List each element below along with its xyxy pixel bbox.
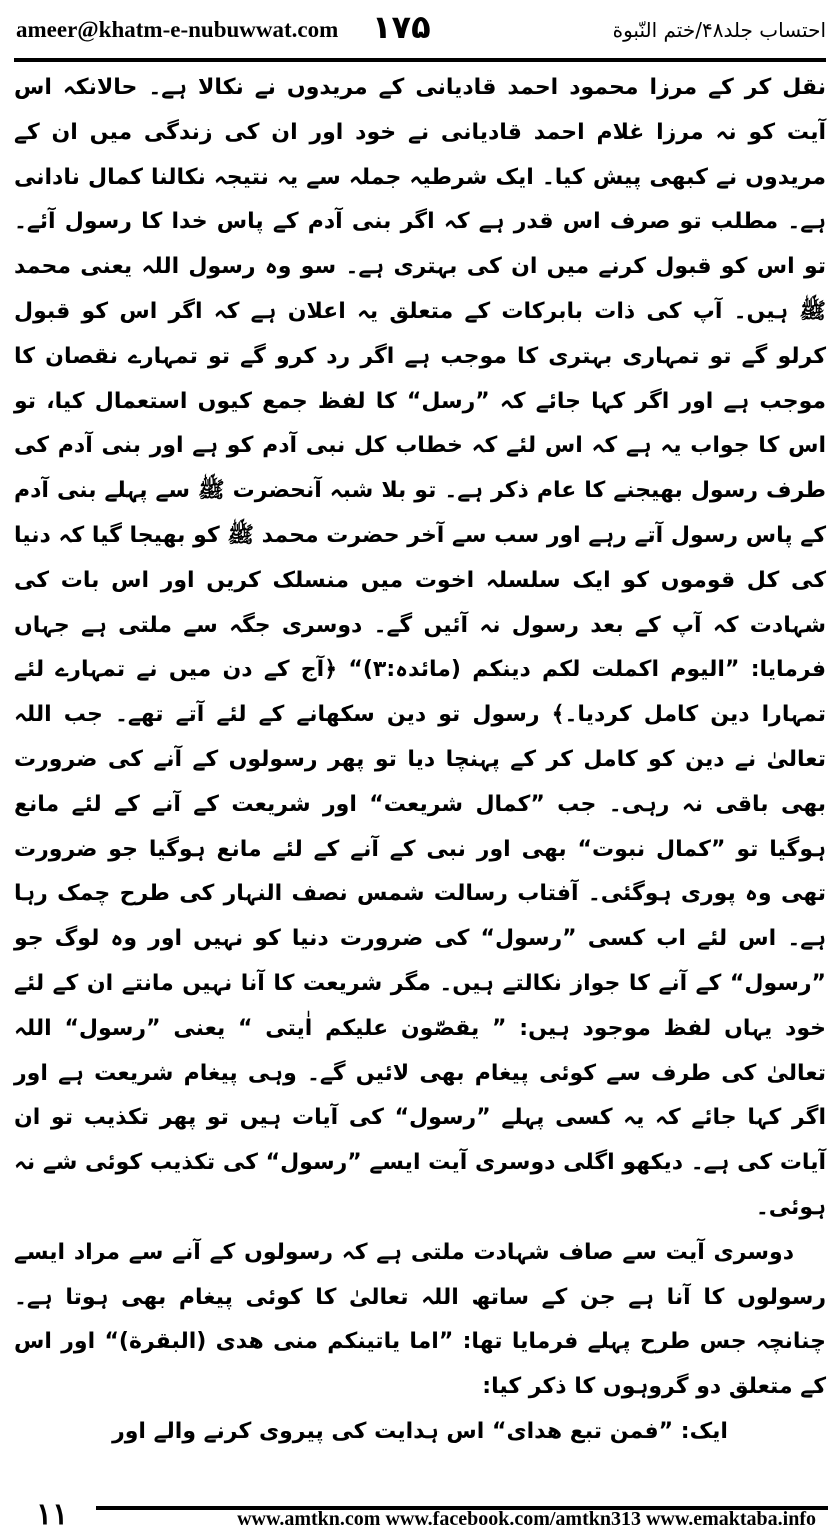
header-email[interactable]: ameer@khatm-e-nubuwwat.com [16,17,339,42]
header-book-title: احتساب جلد۴۸/ختم النّبوة [612,18,826,42]
header-page-number: ۱۷۵ [372,8,431,46]
paragraph-2: دوسری آیت سے صاف شہادت ملتی ہے کہ رسولوں کے آنے سے مراد ایسے رسولوں کا آنا ہے جن کے ساتھ اللہ تعالیٰ کا کوئی پیغام بھی ہوتا ہے۔ چنانچہ جس طرح پہلے فرمایا تھا: ”اما یاتینکم منی ھدی (البقرة)“ اور اس کے متعلق دو گروہوں کا ذکر کیا: [14,1239,826,1400]
paragraph-3: ایک: ”فمن تبع ھدای“ اس ہدایت کی پیروی کرنے والے اور [112,1418,728,1444]
page-footer [0,1496,840,1540]
footer-page-number: ۱۱ [36,1498,69,1531]
page-header [0,0,840,62]
footer-links[interactable]: www.amtkn.com www.facebook.com/amtkn313 www.emaktaba.info [237,1508,816,1530]
header-divider [14,58,826,62]
footer-bar [96,1506,828,1536]
paragraph-1: نقل کر کے مرزا محمود احمد قادیانی کے مریدوں نے نکالا ہے۔ حالانکہ اس آیت کو نہ مرزا غلام احمد قادیانی نے خود اور ان کی زندگی میں ان کے مریدوں نے کبھی پیش کیا۔ ایک شرطیہ جملہ سے یہ نتیجہ نکالنا کمال نادانی ہے۔ مطلب تو صرف اس قدر ہے کہ اگر بنی آدم کے پاس خدا کا رسول آئے۔ تو اس کو قبول کرنے میں ان کی بہتری ہے۔ سو وہ رسول اللہ یعنی محمد ﷺ ہیں۔ آپ کی ذات بابرکات کے متعلق یہ اعلان ہے کہ اگر اس کو قبول کرلو گے تو تمہاری بہتری کا موجب ہے اگر رد کرو گے تو تمہارے نقصان کا موجب ہے اور اگر کہا جائے کہ ”رسل“ کا لفظ جمع کیوں استعمال کیا، تو اس کا جواب یہ ہے کہ اس لئے کہ خطاب کل نبی آدم کو ہے اور بنی آدم کی طرف رسول بھیجنے کا عام ذکر ہے۔ تو بلا شبہ آنحضرت ﷺ سے پہلے بنی آدم کے پاس رسول آتے رہے اور سب سے آخر حضرت محمد ﷺ کو بھیجا گیا کہ دنیا کی کل قوموں کو ایک سلسلہ اخوت میں منسلک کریں اور اس بات کی شہادت کہ آپ کے بعد رسول نہ آئیں گے۔ دوسری جگہ سے ملتی ہے جہاں فرمایا: ”الیوم اکملت لکم دینکم (مائدہ:۳)“ ﴿آج کے دن میں نے تمہارے لئے تمہارا دین کامل کردیا۔﴾ رسول تو دین سکھانے کے لئے آتے تھے۔ جب اللہ تعالیٰ نے دین کو کامل کر کے پہنچا دیا تو پھر رسولوں کے آنے کی ضرورت بھی باقی نہ رہی۔ جب ”کمال شریعت“ اور شریعت کے آنے کے لئے مانع ہوگیا تو ”کمال نبوت“ بھی اور نبی کے آنے کے لئے مانع ہوگیا جو ضرورت تھی وہ پوری ہوگئی۔ آفتاب رسالت شمس نصف النہار کی طرح چمک رہا ہے۔ اس لئے اب کسی ”رسول“ کی ضرورت دنیا کو نہیں اور وہ لوگ جو ”رسول“ کے آنے کا جواز نکالتے ہیں۔ مگر شریعت کا آنا نہیں مانتے ان کے لئے خود یہاں لفظ موجود ہیں: ” یقصّون علیکم اٰیتی “ یعنی ”رسول“ اللہ تعالیٰ کی طرف سے کوئی پیغام بھی لائیں گے۔ وہی پیغام شریعت ہے اور اگر کہا جائے کہ یہ کسی پہلے ”رسول“ کی آیات ہیں تو پھر تکذیب تو ان آیات کی ہے۔ دیکھو اگلی دوسری آیت ایسے ”رسول“ کی تکذیب کوئی شے نہ ہوئی۔ [14,75,826,1220]
page-body [14,66,826,1455]
